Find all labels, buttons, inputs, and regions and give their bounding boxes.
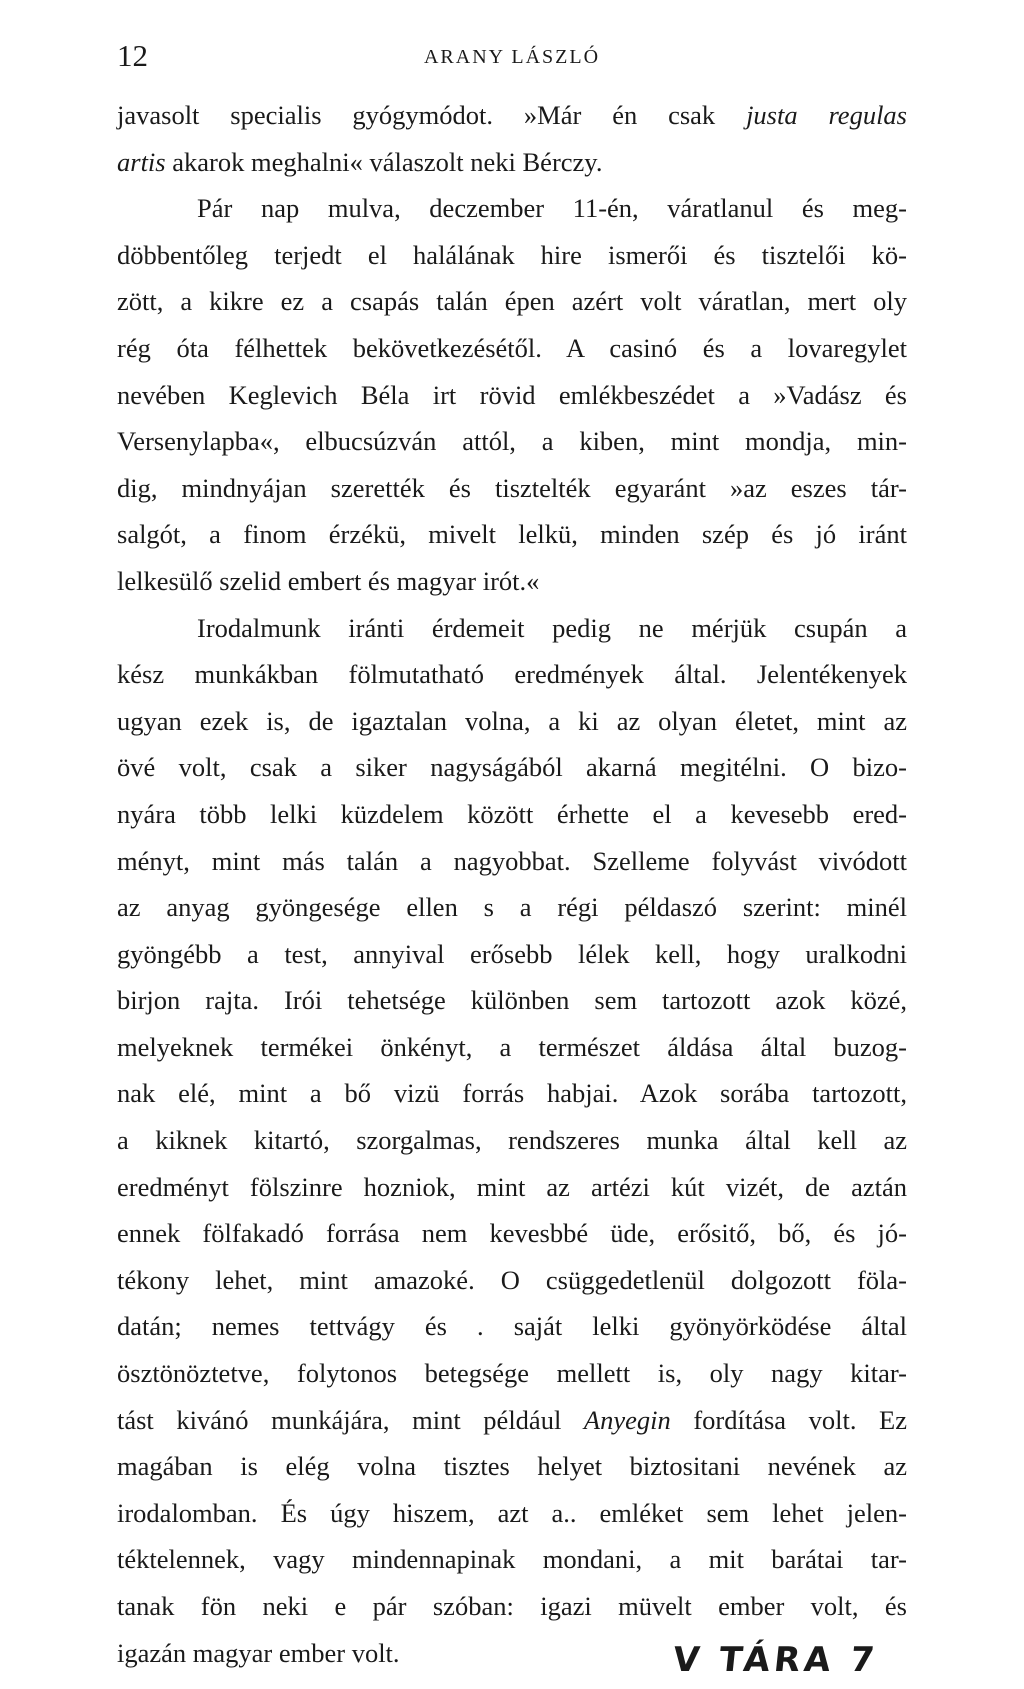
text-line — [117, 838, 907, 885]
text-run: tanak fön neki e pár szóban: igazi müvelt ember volt, és — [117, 1591, 907, 1621]
text-line — [117, 651, 907, 698]
text-line — [117, 1164, 907, 1211]
text-line — [117, 605, 907, 652]
text-run: rég óta félhettek bekövetkezésétől. A casinó és a lovaregylet — [117, 332, 907, 363]
text-line — [117, 325, 907, 372]
text-line — [117, 1583, 907, 1630]
text-line — [117, 232, 907, 279]
text-line — [117, 698, 907, 745]
text-line — [117, 465, 907, 512]
text-line — [117, 139, 907, 186]
text-run-after: fordítása volt. Ez — [670, 1404, 907, 1435]
text-line — [117, 1536, 907, 1583]
running-title: ARANY LÁSZLÓ — [423, 46, 601, 68]
text-line — [117, 1070, 907, 1117]
text-run: ugyan ezek is, de igaztalan volna, a ki az olyan életet, mint az — [117, 705, 907, 736]
text-run: övé volt, csak a siker nagyságából akarná megitélni. O bizo- — [117, 752, 907, 783]
italic-run: Anyegin — [583, 1404, 671, 1435]
text-line — [117, 1257, 907, 1304]
text-line — [117, 1024, 907, 1071]
italic-run: justa regulas — [746, 100, 907, 130]
page-number: 12 — [117, 38, 148, 73]
text-run: melyeknek termékei önkényt, a természet áldása által buzog- — [117, 1031, 907, 1062]
text-run: lelkesülő szelid embert és magyar irót.« — [117, 565, 540, 596]
italic-run: artis — [117, 146, 166, 177]
text-run: javasolt specialis gyógymódot. »Már én csak — [117, 100, 747, 130]
text-line — [117, 1117, 907, 1164]
text-run: az anyag gyöngesége ellen s a régi példaszó szerint: minél — [117, 892, 907, 923]
text-run: datán; nemes tettvágy és . saját lelki gyönyörködése által — [117, 1311, 907, 1342]
text-line — [117, 1210, 907, 1257]
text-run: nak elé, mint a bő vizü forrás habjai. Azok sorába tartozott, — [117, 1078, 907, 1109]
text-run: döbbentőleg terjedt el halálának hire ismerői és tisztelői kö- — [117, 239, 907, 270]
text-line — [117, 511, 907, 558]
text-run: ennek fölfakadó forrása nem kevesbbé üde, erősitő, bő, és jó- — [117, 1218, 907, 1249]
text-run: Versenylapba«, elbucsúzván attól, a kiben, mint mondja, min- — [117, 426, 907, 457]
text-run: eredményt fölszinre hozniok, mint az artézi kút vizét, de aztán — [117, 1171, 907, 1202]
text-line — [117, 1303, 907, 1350]
text-run: a kiknek kitartó, szorgalmas, rendszeres munka által kell az — [117, 1125, 907, 1156]
text-run: magában is elég volna tisztes helyet biztositani nevének az — [117, 1451, 907, 1482]
text-run-after: akarok meghalni« válaszolt neki Bérczy. — [165, 146, 603, 177]
text-line — [117, 185, 907, 232]
text-run: Pár nap mulva, deczember 11-én, váratlanul és meg- — [197, 193, 907, 224]
text-run: dig, mindnyájan szerették és tisztelték egyaránt »az eszes tár- — [117, 472, 907, 503]
text-line — [117, 744, 907, 791]
text-line — [117, 884, 907, 931]
text-run: salgót, a finom érzékü, mivelt lelkü, minden szép és jó iránt — [117, 519, 907, 550]
text-line — [117, 278, 907, 325]
text-run: birjon rajta. Irói tehetsége különben sem tartozott azok közé, — [117, 985, 907, 1016]
text-line — [117, 1350, 907, 1397]
text-line — [117, 977, 907, 1024]
text-run: Irodalmunk iránti érdemeit pedig ne mérjük csupán a — [197, 612, 907, 643]
text-line — [117, 1397, 907, 1444]
text-run: téktelennek, vagy mindennapinak mondani, a mit barátai tar- — [117, 1544, 907, 1575]
text-line — [117, 558, 907, 605]
text-run: gyöngébb a test, annyival erősebb lélek kell, hogy uralkodni — [117, 938, 907, 969]
running-head — [117, 38, 907, 74]
text-run: ösztönöztetve, folytonos betegsége mellett is, oly nagy kitar- — [117, 1358, 907, 1389]
text-run: zött, a kikre ez a csapás talán épen azért volt váratlan, mert oly — [117, 286, 907, 317]
text-line — [117, 931, 907, 978]
text-run: tékony lehet, mint amazoké. O csüggedetlenül dolgozott föla- — [117, 1264, 907, 1295]
text-run: nyára több lelki küzdelem között érhette el a kevesebb ered- — [117, 798, 907, 829]
text-line — [117, 372, 907, 419]
text-line — [117, 1443, 907, 1490]
text-run: kész munkákban fölmutatható eredmények által. Jelentékenyek — [117, 659, 907, 690]
text-line — [117, 92, 907, 139]
text-run: ményt, mint más talán a nagyobbat. Szelleme folyvást vivódott — [117, 845, 907, 876]
text-run: tást kivánó munkájára, mint például — [117, 1404, 584, 1435]
handwritten-signature: V TÁRA 7 — [670, 1640, 881, 1680]
text-run: irodalomban. És úgy hiszem, azt a.. emléket sem lehet jelen- — [117, 1497, 907, 1528]
text-line — [117, 791, 907, 838]
text-run: nevében Keglevich Béla irt rövid emlékbeszédet a »Vadász és — [117, 379, 907, 410]
text-line — [117, 1490, 907, 1537]
text-run: igazán magyar ember volt. — [117, 1637, 400, 1668]
body-text — [117, 92, 907, 1676]
text-line — [117, 418, 907, 465]
